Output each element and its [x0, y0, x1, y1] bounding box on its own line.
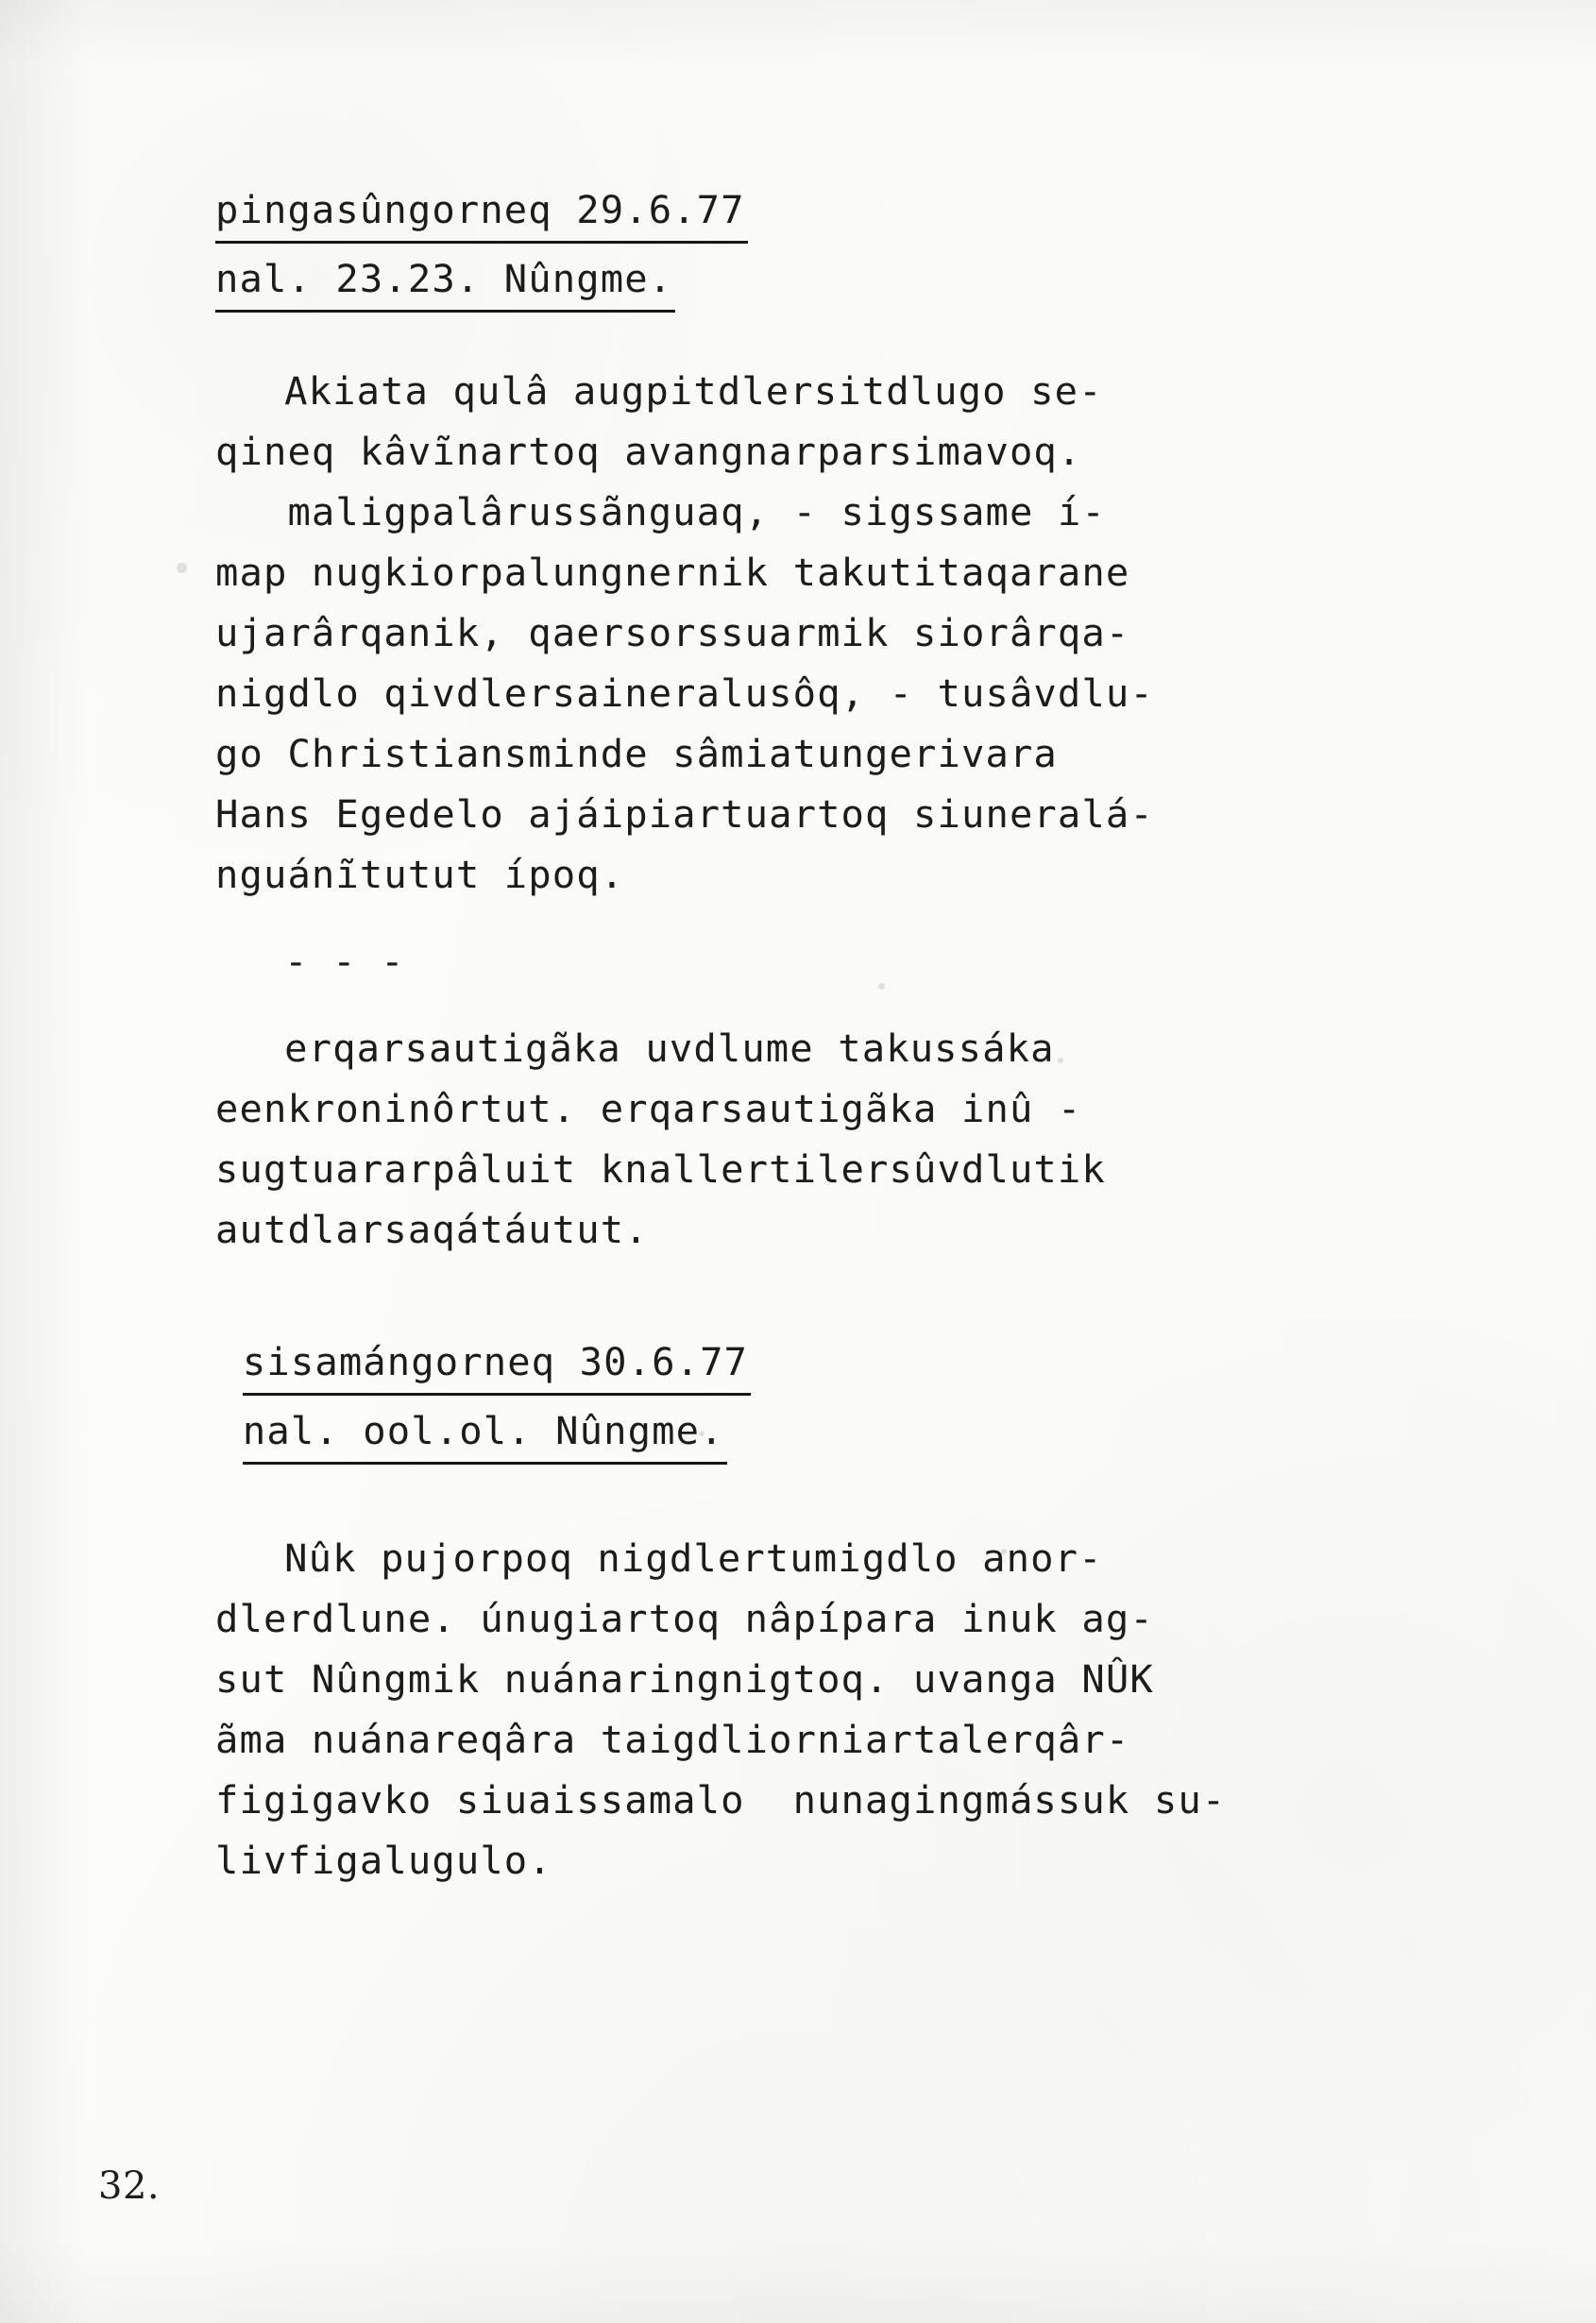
body-line	[215, 1528, 1377, 1588]
entry-2-date-heading: sisamángorneq 30.6.77	[243, 1331, 751, 1396]
body-line: livfigalugulo.	[215, 1838, 552, 1883]
body-line: autdlarsaqátáutut.	[215, 1207, 649, 1252]
entry-2-heading-line-2	[215, 1400, 1377, 1469]
separator-text: - - -	[284, 939, 405, 984]
body-line-text: erqarsautigãka uvdlume takussáka	[284, 1026, 1055, 1071]
spacer	[215, 1260, 1377, 1331]
body-line	[215, 1018, 1377, 1078]
page-edge-shadow-bottom	[0, 2238, 1596, 2323]
page-number: 32.	[98, 2164, 161, 2208]
document-text-column	[215, 179, 1377, 1891]
body-line: nigdlo qivdlersaineralusôq, - tusâvdlu-	[215, 670, 1154, 716]
body-line	[215, 361, 1377, 421]
entry-1-heading-line-2	[215, 248, 1377, 317]
section-separator	[215, 931, 1377, 992]
entry-2-heading-line-1	[215, 1331, 1377, 1400]
body-line: eenkroninôrtut. erqarsautigãka inû -	[215, 1086, 1082, 1131]
body-line: map nugkiorpalungnernik takutitaqarane	[215, 550, 1130, 595]
body-line: ãma nuánareqâra taigdliorniartalerqâr-	[215, 1717, 1130, 1762]
spacer	[215, 1469, 1377, 1528]
body-line: ujarârqanik, qaersorssuarmik siorârqa-	[215, 610, 1130, 655]
body-line: sut Nûngmik nuánaringnigtoq. uvanga NÛK	[215, 1656, 1154, 1702]
entry-1-date-heading: pingasûngorneq 29.6.77	[215, 179, 748, 244]
body-line: figigavko siuaissamalo nunagingmássuk su-	[215, 1777, 1227, 1823]
body-line-text: Nûk pujorpoq nigdlertumigdlo anor-	[284, 1535, 1103, 1581]
page-edge-shadow-left	[0, 0, 90, 2323]
body-line: sugtuararpâluit knallertilersûvdlutik	[215, 1146, 1106, 1192]
body-line: qineq kâvĩnartoq avangnarparsimavoq.	[215, 429, 1082, 474]
entry-2-time-place-heading: nal. ool.ol. Nûngme.	[243, 1400, 727, 1465]
entry-1-time-place-heading: nal. 23.23. Nûngme.	[215, 248, 675, 313]
body-line: nguánĩtutut ípoq.	[215, 852, 625, 897]
scan-speck	[177, 563, 187, 573]
body-line: dlerdlune. únugiartoq nâpípara inuk ag-	[215, 1596, 1154, 1641]
page-edge-shadow-top	[0, 0, 1596, 66]
body-line: maligpalârussãnguaq, - sigssame í-	[215, 489, 1106, 534]
spacer	[215, 992, 1377, 1018]
spacer	[215, 905, 1377, 931]
spacer	[215, 317, 1377, 361]
body-line: go Christiansminde sâmiatungerivara	[215, 731, 1058, 776]
entry-1-heading-line-1	[215, 179, 1377, 248]
body-line-text: Akiata qulâ augpitdlersitdlugo se-	[284, 368, 1103, 414]
body-line: Hans Egedelo ajáipiartuartoq siuneralá-	[215, 791, 1154, 837]
